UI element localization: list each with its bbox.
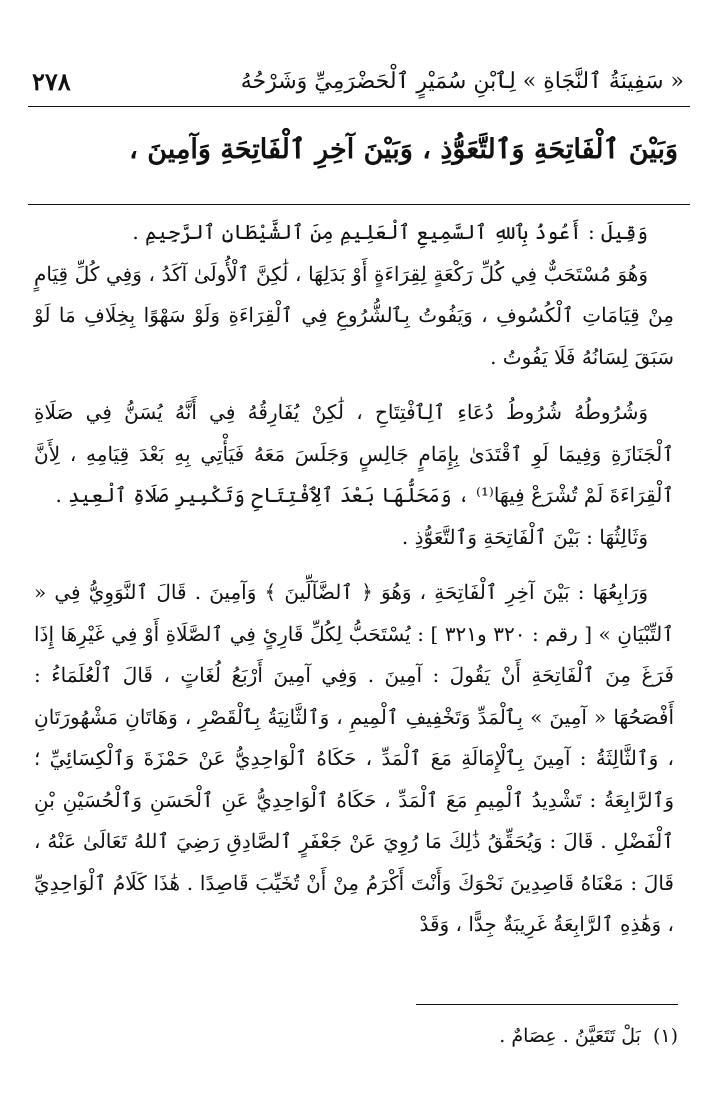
footnote-rule (416, 1004, 678, 1005)
page-number: ٢٧٨ (32, 66, 71, 96)
paragraph-2: وَهُوَ مُسْتَحَبٌّ فِي كُلِّ رَكْعَةٍ لِقِرَاءَةٍ أَوْ بَدَلِهَا ، لَٰكِنَّ ٱلْأُولَىٰ آكَدُ ، وَفِي كُلِّ قِيَامٍ مِنْ قِيَامَاتِ ٱلْكُسُوفِ ، وَيَفُوتُ بِٱلشُّرُوعِ فِي ٱلْقِرَاءَةِ وَلَوْ سَهْوًا بِخِلَافِ مَا لَوْ سَبَقَ لِسَانُهُ فَلَا يَفُوتُ . (34, 261, 674, 369)
paragraph-5: وَرَابِعُهَا : بَيْنَ آخِرِ ٱلْفَاتِحَةِ ، وَهُوَ ﴿ ٱلضَّآلِّينَ ﴾ وَآمِينَ . قَالَ ٱلنَّوَوِيُّ فِي « ٱلتِّبْيَانِ » [ رقم : ٣٢٠ و٣٢١ ] : يُسْتَحَبُّ لِكُلِّ قَارِئٍ فِي ٱلصَّلَاةِ أَوْ فِي غَيْرِهَا إِذَا فَرَغَ مِنَ ٱلْفَاتِحَةِ أَنْ يَقُولَ : آمِينَ . وَفِي آمِينَ أَرْبَعُ لُغَاتٍ ، قَالَ ٱلْعُلَمَاءُ : أَفْصَحُهَا « آمِينَ » بِٱلْمَدِّ وَتَخْفِيفِ ٱلْمِيمِ ، وَٱلثَّانِيَةُ بِٱلْقَصْرِ ، وَهَاتَانِ مَشْهُورَتَانِ ، وَٱلثَّالِثَةُ : آمِينَ بِٱلْإِمَالَةِ مَعَ ٱلْمَدِّ ، حَكَاهُ ٱلْوَاحِدِيُّ عَنْ حَمْزَةَ وَٱلْكِسَائِيِّ ؛ وَٱلرَّابِعَةُ : تَشْدِيدُ ٱلْمِيمِ مَعَ ٱلْمَدِّ ، حَكَاهُ ٱلْوَاحِدِيُّ عَنِ ٱلْحَسَنِ وَٱلْحُسَيْنِ بْنِ ٱلْفَضْلِ . قَالَ : وَيُحَقِّقُ ذَٰلِكَ مَا رُوِيَ عَنْ جَعْفَرٍ ٱلصَّادِقِ رَضِيَ ٱللهُ تَعَالَىٰ عَنْهُ ، قَالَ : مَعْنَاهُ قَاصِدِينَ نَحْوَكَ وَأَنْتَ أَكْرَمُ مِنْ أَنْ تُخَيِّبَ قَاصِدًا . هَٰذَا كَلَامُ ٱلْوَاحِدِيِّ ، وَهَٰذِهِ ٱلرَّابِعَةُ غَرِيبَةٌ جِدًّا ، وَقَدْ (34, 580, 674, 936)
paragraph-4: وَثَالِثُهَا : بَيْنَ ٱلْفَاتِحَةِ وَٱلتَّعَوُّذِ . (401, 524, 648, 549)
matn-text: وَبَيْنَ ٱلْفَاتِحَةِ وَٱلتَّعَوُّذِ ، وَبَيْنَ آخِرِ ٱلْفَاتِحَةِ وَآمِينَ ، (129, 134, 678, 165)
footnote-text: بَلْ تَتَعَيَّنُ . عِصَامٌ . (499, 1025, 641, 1047)
page-header (28, 56, 690, 106)
paragraph-1: وَقِيلَ : أَعُوذُ بِٱللهِ ٱلسَّمِيعِ ٱلْعَلِيمِ مِنَ ٱلشَّيْطَانِ ٱلرَّجِيمِ . (132, 220, 648, 244)
footnote-mark: (١) (652, 1025, 678, 1047)
matn-rule (28, 204, 690, 205)
running-title: « سَفِينَةُ ٱلنَّجَاةِ » لِٱبْنِ سُمَيْرٍ ٱلْحَضْرَمِيِّ وَشَرْحُهُ (240, 68, 684, 94)
header-rule (28, 106, 690, 107)
footnote (40, 1018, 678, 1054)
commentary-body (34, 212, 674, 946)
paragraph-3: وَشُرُوطُهُ شُرُوطُ دُعَاءِ ٱلِٱفْتِتَاحِ ، لَٰكِنْ يُفَارِقُهُ فِي أَنَّهُ يُسَنُّ فِي صَلَاةِ ٱلْجَنَازَةِ وَفِيمَا لَوِ ٱقْتَدَىٰ بِإِمَامٍ جَالِسٍ وَجَلَسَ مَعَهُ فَيَأْتِي بِهِ بَعْدَ قِيَامِهِ ، لِأَنَّ ٱلْقِرَاءَةَ لَمْ تُشْرَعْ فِيهَا⁽¹⁾ ، وَمَحَلُّهَا بَعْدَ ٱلِٱفْتِتَاحِ وَتَكْبِيرِ صَلَاةِ ٱلْعِيدِ . (34, 400, 674, 507)
